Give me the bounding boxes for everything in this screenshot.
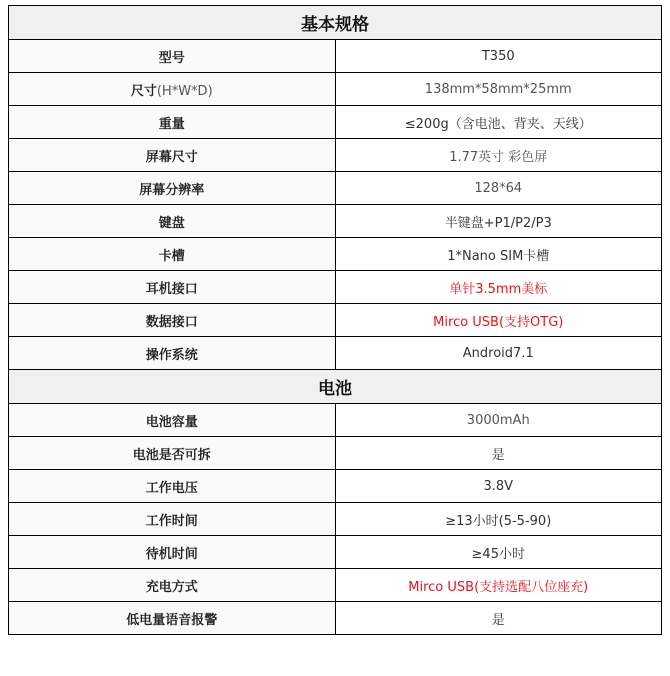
spec-label: 键盘 bbox=[9, 205, 336, 238]
spec-value: Android7.1 bbox=[335, 337, 662, 370]
spec-value: 3000mAh bbox=[335, 404, 662, 437]
spec-row-headphone-jack bbox=[9, 271, 662, 304]
spec-label: 工作电压 bbox=[9, 470, 336, 503]
spec-row-standby-time bbox=[9, 536, 662, 569]
spec-value: Mirco USB(支持OTG) bbox=[335, 304, 662, 337]
spec-label: 数据接口 bbox=[9, 304, 336, 337]
spec-value: 单针3.5mm美标 bbox=[335, 271, 662, 304]
spec-value: Mirco USB(支持选配八位座充) bbox=[335, 569, 662, 602]
spec-label: 充电方式 bbox=[9, 569, 336, 602]
spec-row-charging bbox=[9, 569, 662, 602]
spec-label-text: 尺寸 bbox=[130, 83, 157, 99]
spec-value: ≥13小时(5-5-90) bbox=[335, 503, 662, 536]
spec-label-suffix: (H*W*D) bbox=[156, 83, 213, 99]
spec-row-resolution bbox=[9, 172, 662, 205]
spec-label: 重量 bbox=[9, 106, 336, 139]
spec-label: 电池容量 bbox=[9, 404, 336, 437]
section-title: 基本规格 bbox=[9, 6, 662, 40]
spec-value: T350 bbox=[335, 40, 662, 73]
spec-label: 工作时间 bbox=[9, 503, 336, 536]
spec-value: 3.8V bbox=[335, 470, 662, 503]
spec-value: 是 bbox=[335, 602, 662, 635]
spec-label: 操作系统 bbox=[9, 337, 336, 370]
spec-value: 半键盘+P1/P2/P3 bbox=[335, 205, 662, 238]
spec-value: ≤200g（含电池、背夹、天线） bbox=[335, 106, 662, 139]
spec-label bbox=[9, 73, 336, 106]
spec-row-dimensions bbox=[9, 73, 662, 106]
spec-row-model bbox=[9, 40, 662, 73]
spec-label: 屏幕分辨率 bbox=[9, 172, 336, 205]
spec-row-working-time bbox=[9, 503, 662, 536]
spec-row-card-slot bbox=[9, 238, 662, 271]
spec-row-battery-removable bbox=[9, 437, 662, 470]
spec-row-os bbox=[9, 337, 662, 370]
spec-row-keyboard bbox=[9, 205, 662, 238]
section-title: 电池 bbox=[9, 370, 662, 404]
spec-value: 是 bbox=[335, 437, 662, 470]
spec-label: 卡槽 bbox=[9, 238, 336, 271]
spec-label: 耳机接口 bbox=[9, 271, 336, 304]
spec-table bbox=[8, 5, 662, 635]
section-header-battery bbox=[9, 370, 662, 404]
spec-value: 128*64 bbox=[335, 172, 662, 205]
spec-row-data-port bbox=[9, 304, 662, 337]
spec-value: 1*Nano SIM卡槽 bbox=[335, 238, 662, 271]
spec-value: ≥45小时 bbox=[335, 536, 662, 569]
spec-row-voltage bbox=[9, 470, 662, 503]
spec-label: 电池是否可拆 bbox=[9, 437, 336, 470]
spec-label: 待机时间 bbox=[9, 536, 336, 569]
spec-label: 低电量语音报警 bbox=[9, 602, 336, 635]
spec-value: 1.77英寸 彩色屏 bbox=[335, 139, 662, 172]
spec-value: 138mm*58mm*25mm bbox=[335, 73, 662, 106]
spec-row-battery-capacity bbox=[9, 404, 662, 437]
section-header-basic-specs bbox=[9, 6, 662, 40]
spec-row-low-battery-alarm bbox=[9, 602, 662, 635]
spec-row-screen-size bbox=[9, 139, 662, 172]
spec-row-weight bbox=[9, 106, 662, 139]
spec-label: 型号 bbox=[9, 40, 336, 73]
spec-label: 屏幕尺寸 bbox=[9, 139, 336, 172]
